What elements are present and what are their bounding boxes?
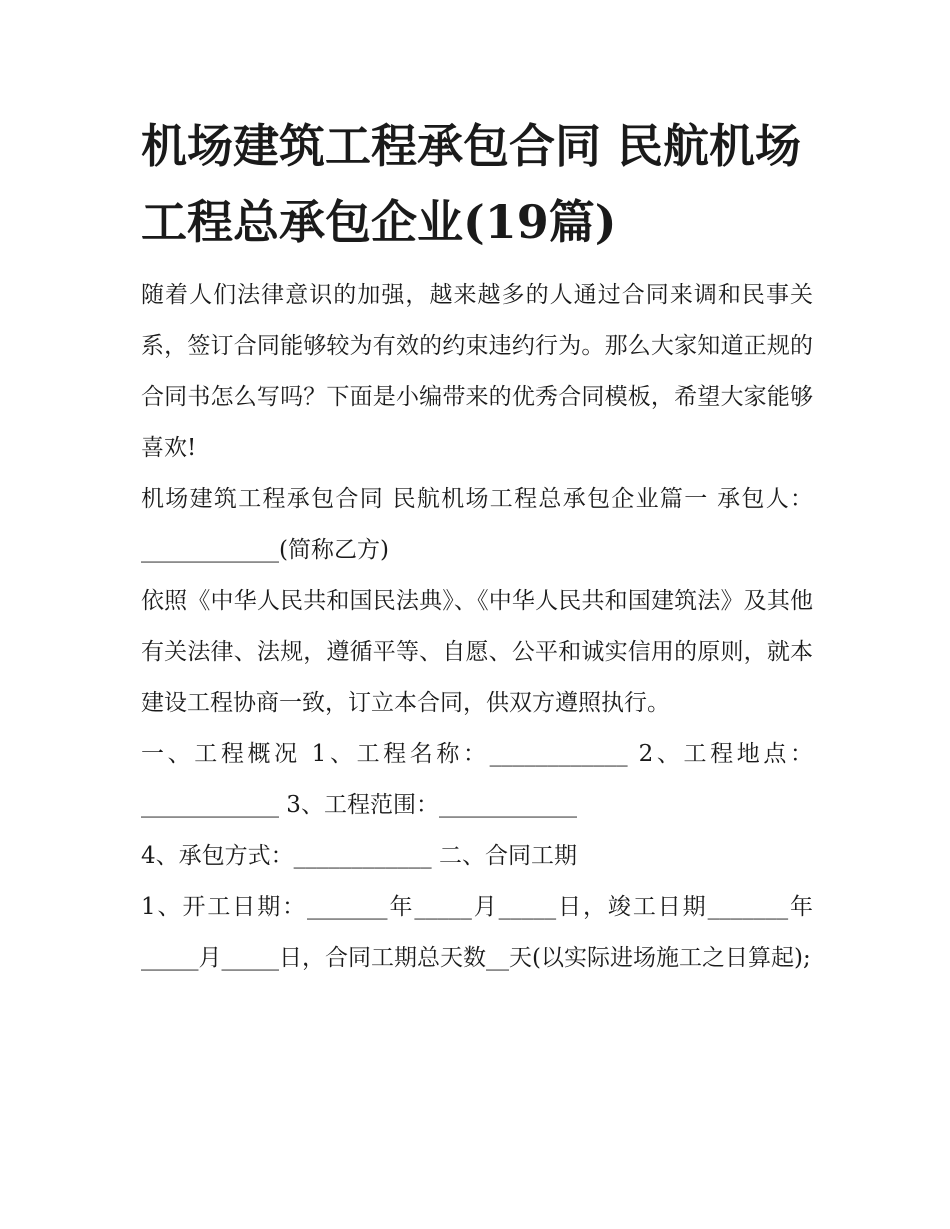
legal-basis-paragraph: 依照《中华人民共和国民法典》、《中华人民共和国建筑法》及其他有关法律、法规，遵循平等、自愿、公平和诚实信用的原则，就本建设工程协商一致，订立本合同，供双方遵照执行。 [141,588,813,716]
document-page [141,108,813,984]
project-overview-paragraph: 一、工程概况 1、工程名称：____________ 2、工程地点：____________ 3、工程范围：____________ [141,741,813,818]
contract-method-paragraph: 4、承包方式：____________ 二、合同工期 [141,843,577,869]
section-heading-paragraph: 机场建筑工程承包合同 民航机场工程总承包企业篇一 承包人：____________(简称乙方) [141,486,813,563]
intro-paragraph: 随着人们法律意识的加强，越来越多的人通过合同来调和民事关系，签订合同能够较为有效的约束违约行为。那么大家知道正规的合同书怎么写吗？下面是小编带来的优秀合同模板，希望大家能够喜欢! [141,282,813,461]
schedule-paragraph: 1、开工日期：_______年_____月_____日，竣工日期_______年_____月_____日，合同工期总天数__天(以实际进场施工之日算起); [141,894,813,971]
document-title: 机场建筑工程承包合同 民航机场工程总承包企业(19篇) [141,119,802,249]
